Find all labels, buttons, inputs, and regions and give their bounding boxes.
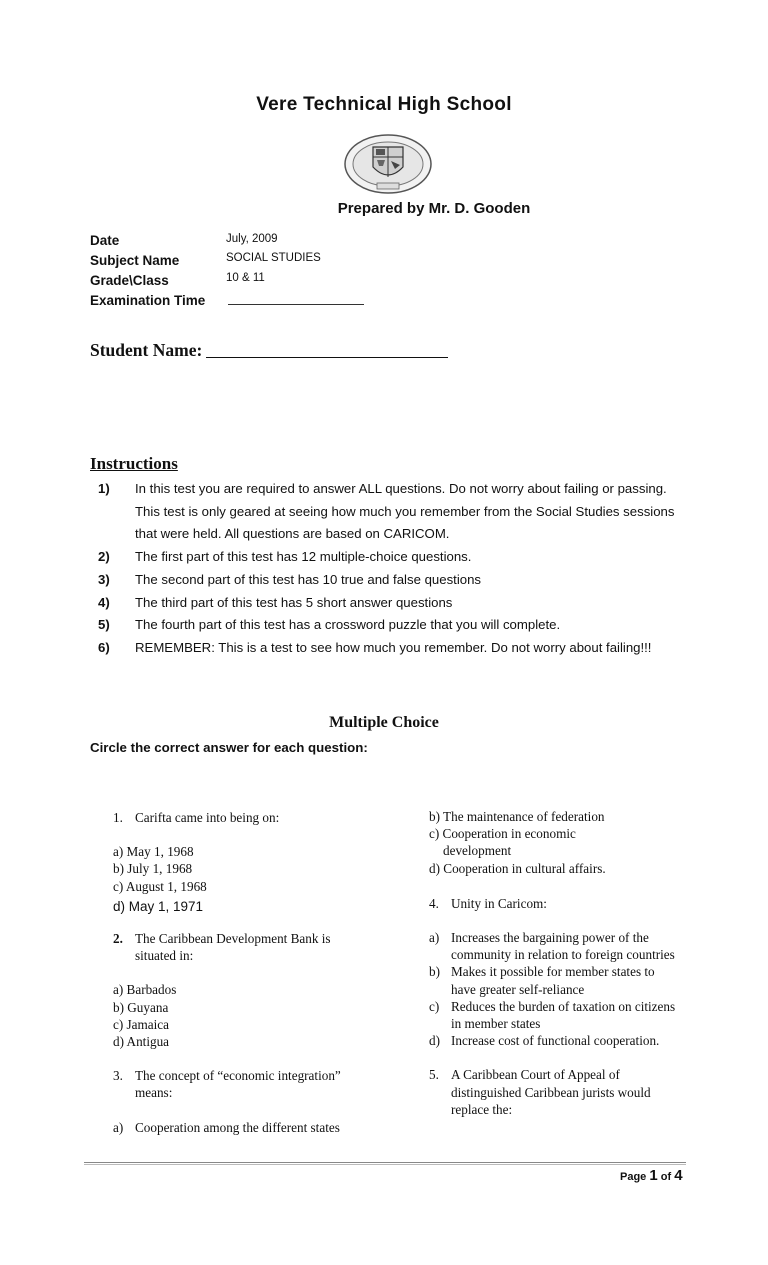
page-of-word: of <box>660 1171 672 1183</box>
footer-divider <box>84 1162 686 1163</box>
option-a[interactable] <box>113 1119 383 1136</box>
option-c[interactable] <box>429 998 679 1032</box>
question-3 <box>113 1067 383 1101</box>
question-text: Unity in Caricom: <box>451 895 547 911</box>
page-current: 1 <box>649 1167 658 1184</box>
option-b[interactable]: b) Guyana <box>113 999 169 1015</box>
question-text: A Caribbean Court of Appeal of distinguished Caribbean jurists would replace the: <box>451 1067 651 1117</box>
option-text: Increases the bargaining power of the community in relation to foreign countries <box>451 930 675 963</box>
subject-value: SOCIAL STUDIES <box>226 252 321 264</box>
instruction-number: 4) <box>98 594 110 610</box>
option-d[interactable] <box>429 1032 679 1049</box>
instruction-item <box>92 637 682 660</box>
multiple-choice-heading: Multiple Choice <box>329 714 439 731</box>
instruction-text: REMEMBER: This is a test to see how much you remember. Do not worry about failing!!! <box>135 639 652 655</box>
option-a[interactable]: a) May 1, 1968 <box>113 844 194 860</box>
instructions-heading: Instructions <box>90 454 178 473</box>
option-c[interactable]: c) Cooperation in economic development <box>429 826 576 859</box>
instruction-text: The first part of this test has 12 multiple-choice questions. <box>135 549 472 565</box>
instruction-text: The fourth part of this test has a crossword puzzle that you will complete. <box>135 617 561 633</box>
instruction-number: 3) <box>98 571 110 587</box>
option-b[interactable]: b) July 1, 1968 <box>113 861 193 877</box>
question-number: 1. <box>113 810 123 825</box>
prepared-by: Prepared by Mr. D. Gooden <box>337 200 531 217</box>
footer-divider-shadow <box>84 1164 686 1165</box>
questions-left-column <box>113 809 383 1136</box>
option-letter: b) <box>429 964 440 980</box>
instruction-item <box>92 614 682 637</box>
instruction-text: The third part of this test has 5 short answer questions <box>135 594 453 610</box>
question-text: The Caribbean Development Bank is situated in: <box>135 931 331 964</box>
school-crest-logo <box>343 133 433 195</box>
instruction-text: In this test you are required to answer ALL questions. Do not worry about failing or passing. This test is only geared at seeing how much you remember from the Social Studies sessions that were held. All questions are based on CARICOM. <box>135 481 675 542</box>
option-d[interactable]: d) May 1, 1971 <box>113 898 204 914</box>
option-b[interactable]: b) The maintenance of federation <box>429 809 605 824</box>
option-d[interactable]: d) Cooperation in cultural affairs. <box>429 860 606 876</box>
option-a[interactable]: a) Barbados <box>113 982 177 998</box>
page-number <box>620 1167 683 1184</box>
option-text: Increase cost of functional cooperation. <box>451 1033 660 1049</box>
grade-label: Grade\Class <box>90 273 169 288</box>
page-total: 4 <box>674 1167 683 1184</box>
instruction-item <box>92 546 682 569</box>
grade-value: 10 & 11 <box>226 272 265 284</box>
question-number: 4. <box>429 895 439 911</box>
question-number: 3. <box>113 1068 123 1084</box>
page-word: Page <box>620 1171 647 1183</box>
instruction-number: 6) <box>98 639 110 655</box>
questions-right-column <box>429 808 679 1118</box>
question-2 <box>113 930 383 964</box>
option-text: Reduces the burden of taxation on citizens in member states <box>451 998 676 1032</box>
option-a[interactable] <box>429 929 679 963</box>
student-name-blank[interactable] <box>206 357 448 358</box>
option-b[interactable] <box>429 963 679 997</box>
question-text: The concept of “economic integration” means: <box>135 1068 341 1101</box>
instruction-number: 2) <box>98 549 110 565</box>
instruction-item <box>92 592 682 615</box>
question-5 <box>429 1066 679 1118</box>
option-c[interactable]: c) Jamaica <box>113 1016 170 1032</box>
student-name-label: Student Name: <box>90 340 203 360</box>
instruction-item <box>92 478 682 546</box>
subject-label: Subject Name <box>90 253 180 268</box>
student-name-row <box>90 340 448 361</box>
date-value: July, 2009 <box>226 233 278 245</box>
option-c[interactable]: c) August 1, 1968 <box>113 878 207 894</box>
instructions-list <box>92 478 682 660</box>
instruction-number: 5) <box>98 617 110 633</box>
option-letter: a) <box>113 1119 124 1135</box>
option-text: Cooperation among the different states <box>135 1119 340 1135</box>
question-1 <box>113 809 383 826</box>
option-text: Makes it possible for member states to have greater self-reliance <box>451 964 655 997</box>
exam-time-blank[interactable] <box>228 304 364 305</box>
option-letter: c) <box>429 998 440 1014</box>
instruction-text: The second part of this test has 10 true and false questions <box>135 571 482 587</box>
instruction-number: 1) <box>98 481 110 496</box>
question-number: 5. <box>429 1067 439 1083</box>
option-letter: d) <box>429 1033 440 1049</box>
question-4 <box>429 895 679 912</box>
date-label: Date <box>90 233 120 248</box>
question-text: Carifta came into being on: <box>135 810 280 825</box>
exam-time-label: Examination Time <box>90 293 206 308</box>
school-title: Vere Technical High School <box>256 94 512 115</box>
question-number: 2. <box>113 931 123 947</box>
multiple-choice-instruction: Circle the correct answer for each question: <box>90 740 368 755</box>
option-letter: a) <box>429 930 440 946</box>
option-d[interactable]: d) Antigua <box>113 1034 170 1050</box>
instruction-item <box>92 569 682 592</box>
